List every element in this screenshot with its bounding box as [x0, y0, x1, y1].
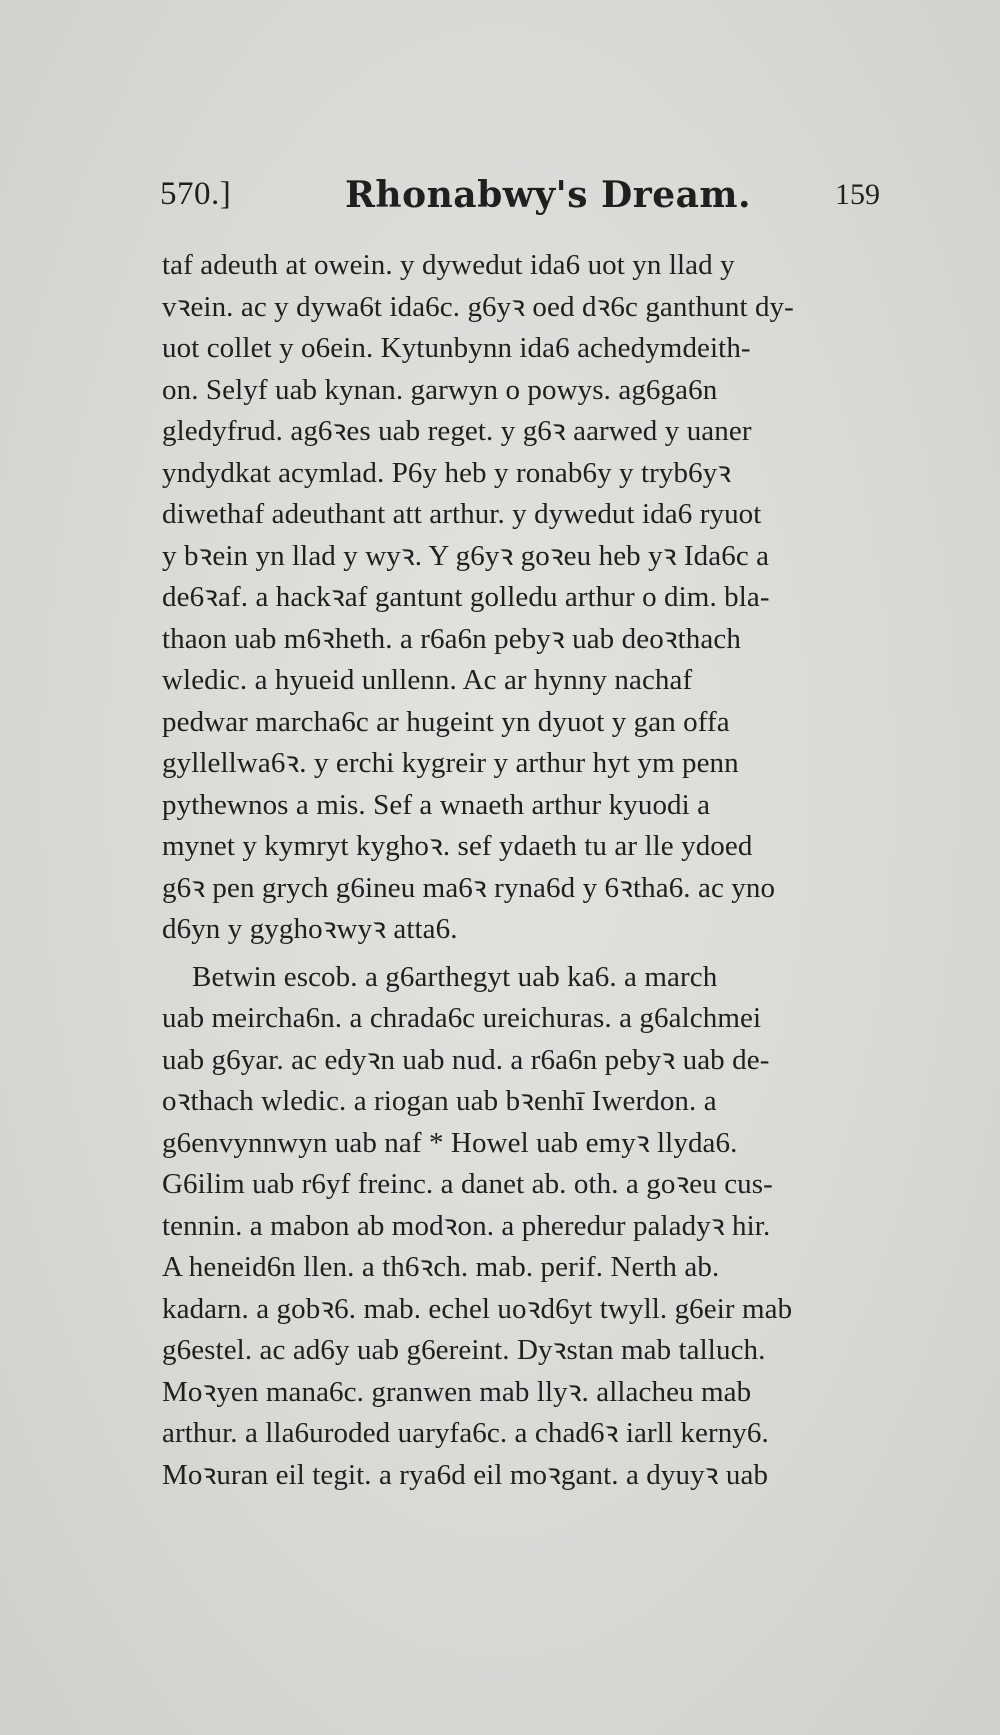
text-line: taf adeuth at owein. y dywedut ida6 uot yn llad y	[162, 249, 735, 281]
text-line: vꝛein. ac y dywa6t ida6c. g6yꝛ oed dꝛ6c ganthunt dy-	[162, 290, 794, 323]
paragraph	[162, 957, 892, 1497]
text-line: Moꝛyen mana6c. granwen mab llyꝛ. allacheu mab	[162, 1375, 752, 1408]
text-line: thaon uab m6ꝛheth. a r6a6n pebyꝛ uab deoꝛthach	[162, 622, 741, 655]
text-line: y bꝛein yn llad y wyꝛ. Y g6yꝛ goꝛeu heb yꝛ Ida6c a	[162, 539, 770, 572]
text-line: de6ꝛaf. a hackꝛaf gantunt golledu arthur o dim. bla-	[162, 581, 770, 613]
text-line: diwethaf adeuthant att arthur. y dywedut ida6 ryuot	[162, 498, 762, 530]
text-line: G6ilim uab r6yf freinc. a danet ab. oth. a goꝛeu cus-	[162, 1168, 773, 1200]
text-line: arthur. a lla6uroded uaryfa6c. a chad6ꝛ iarll kerny6.	[162, 1417, 769, 1449]
paragraph	[162, 245, 892, 951]
text-line: oꝛthach wledic. a riogan uab bꝛenhī Iwerdon. a	[162, 1085, 717, 1117]
text-line: kadarn. a gobꝛ6. mab. echel uoꝛd6yt twyll. g6eir mab	[162, 1292, 793, 1325]
text-line: on. Selyf uab kynan. garwyn o powys. ag6ga6n	[162, 373, 718, 406]
page-header	[160, 176, 880, 226]
text-line: uot collet y o6ein. Kytunbynn ida6 achedymdeith-	[162, 332, 751, 364]
text-line: uab meircha6n. a chrada6c ureichuras. a g6alchmei	[162, 1002, 762, 1034]
text-line: Betwin escob. a g6arthegyt uab ka6. a march	[192, 960, 718, 993]
text-line: g6envynnwyn uab naf * Howel uab emyꝛ llyda6.	[162, 1126, 738, 1159]
text-line: gledyfrud. ag6ꝛes uab reget. y g6ꝛ aarwed y uaner	[162, 415, 752, 447]
page-number: 159	[835, 178, 880, 211]
text-line: g6estel. ac ad6y uab g6ereint. Dyꝛstan mab talluch.	[162, 1334, 766, 1366]
text-line: tennin. a mabon ab modꝛon. a pheredur paladyꝛ hir.	[162, 1209, 771, 1242]
page-body	[162, 245, 892, 1496]
text-line: uab g6yar. ac edyꝛn uab nud. a r6a6n pebyꝛ uab de-	[162, 1043, 770, 1076]
text-line: gyllellwa6ꝛ. y erchi kygreir y arthur hyt ym penn	[162, 747, 739, 779]
text-line: wledic. a hyueid unllenn. Ac ar hynny nachaf	[162, 664, 693, 696]
text-line: pythewnos a mis. Sef a wnaeth arthur kyuodi a	[162, 788, 711, 821]
section-number: 570.]	[160, 176, 232, 212]
running-title: Rhonabwy's Dream.	[345, 174, 752, 216]
text-line: pedwar marcha6c ar hugeint yn dyuot y gan offa	[162, 705, 730, 738]
text-line: d6yn y gyghoꝛwyꝛ atta6.	[162, 913, 458, 945]
text-line: A heneid6n llen. a th6ꝛch. mab. perif. Nerth ab.	[162, 1251, 720, 1283]
text-line: mynet y kymryt kyghoꝛ. sef ydaeth tu ar lle ydoed	[162, 830, 753, 862]
text-line: Moꝛuran eil tegit. a rya6d eil moꝛgant. a dyuyꝛ uab	[162, 1458, 769, 1491]
text-line: g6ꝛ pen grych g6ineu ma6ꝛ ryna6d y 6ꝛtha6. ac yno	[162, 871, 776, 904]
text-line: yndydkat acymlad. P6y heb y ronab6y y tryb6yꝛ	[162, 456, 732, 489]
